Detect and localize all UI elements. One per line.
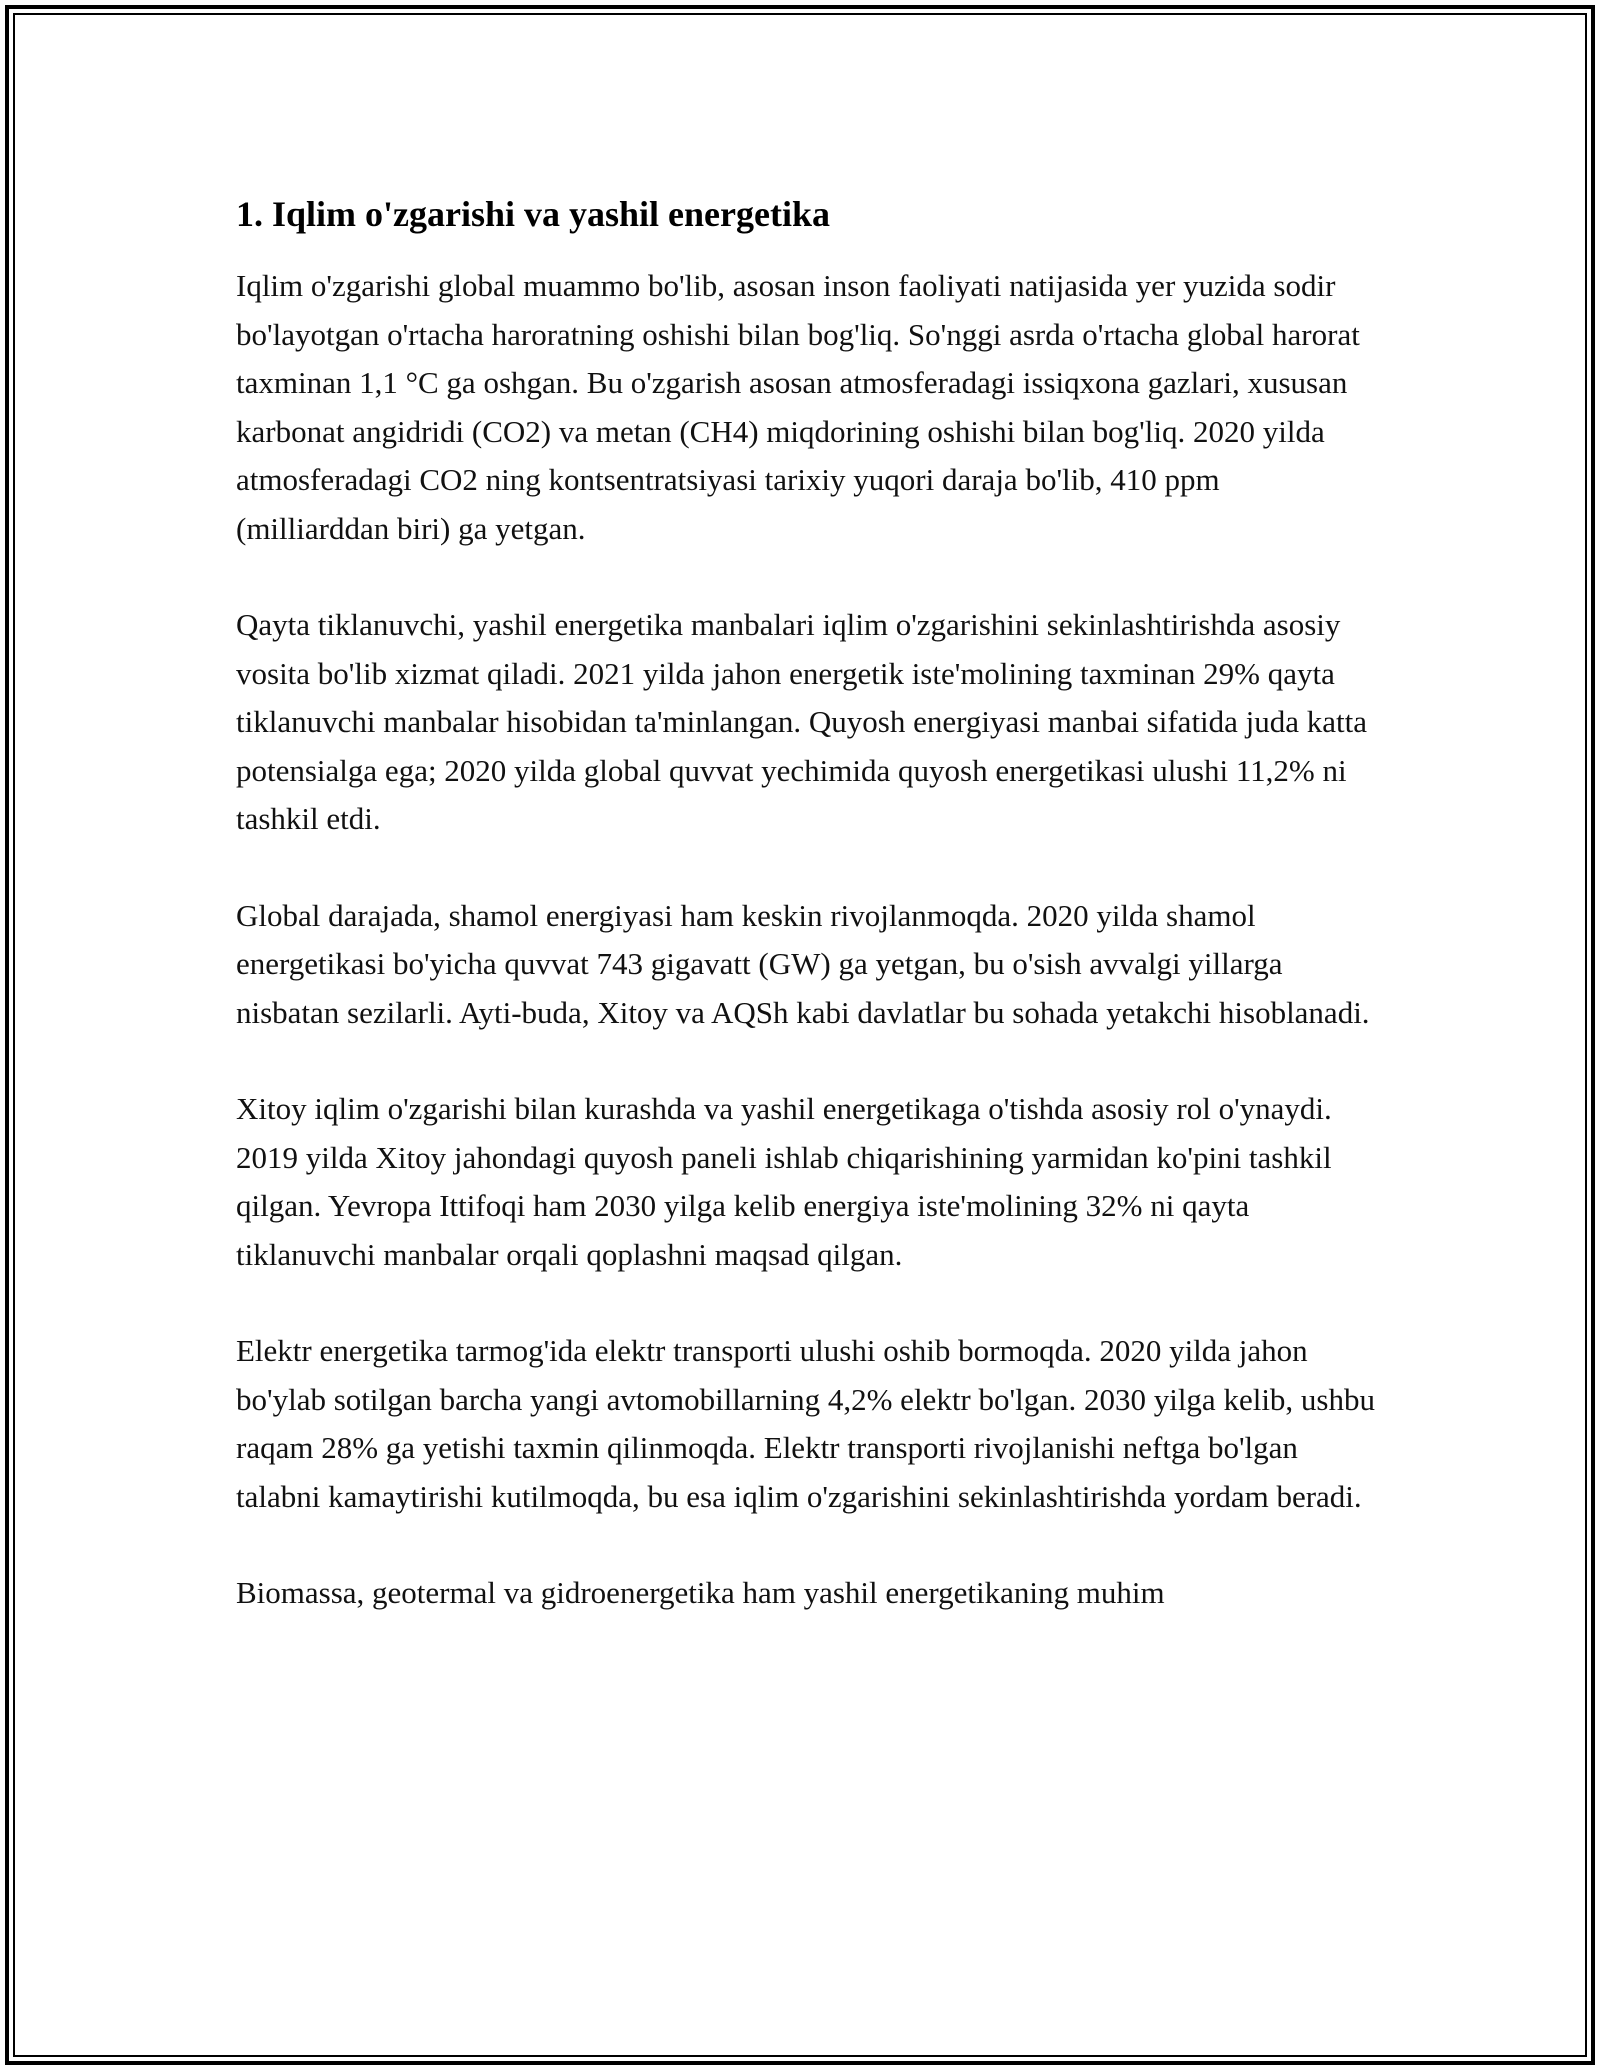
paragraph-electric-transport: Elektr energetika tarmog'ida elektr transporti ulushi oshib bormoqda. 2020 yilda jahon bo'ylab sotilgan barcha yangi avtomobillarning 4,2% elektr bo'lgan. 2030 yilga kelib, ushbu raqam 28% ga yetishi taxmin qilinmoqda. Elektr transporti rivojlanishi neftga bo'lgan talabni kamaytirishi kutilmoqda, bu esa iqlim o'zgarishini sekinlashtirishda yordam beradi.: [236, 1333, 1375, 1514]
paragraph-china-eu: Xitoy iqlim o'zgarishi bilan kurashda va yashil energetikaga o'tishda asosiy rol o'ynaydi. 2019 yilda Xitoy jahondagi quyosh paneli ishlab chiqarishining yarmidan ko'pini tashkil qilgan. Yevropa Ittifoqi ham 2030 yilga kelib energiya iste'molining 32% ni qayta tiklanuvchi manbalar orqali qoplashni maqsad qilgan.: [236, 1091, 1332, 1272]
section-heading: 1. Iqlim o'zgarishi va yashil energetika: [236, 194, 830, 234]
paragraph-renewable-energy: Qayta tiklanuvchi, yashil energetika manbalari iqlim o'zgarishini sekinlashtirishda asosiy vosita bo'lib xizmat qiladi. 2021 yilda jahon energetik iste'molining taxminan 29% qayta tiklanuvchi manbalar hisobidan ta'minlangan. Quyosh energiyasi manbai sifatida juda katta potensialga ega; 2020 yilda global quvvat yechimida quyosh energetikasi ulushi 11,2% ni tashkil etdi.: [236, 607, 1368, 836]
paragraph-wind-energy: Global darajada, shamol energiyasi ham keskin rivojlanmoqda. 2020 yilda shamol energetikasi bo'yicha quvvat 743 gigavatt (GW) ga yetgan, bu o'sish avvalgi yillarga nisbatan sezilarli. Ayti-buda, Xitoy va AQSh kabi davlatlar bu sohada yetakchi hisoblanadi.: [236, 897, 1370, 1030]
paragraph-climate-change: Iqlim o'zgarishi global muammo bo'lib, asosan inson faoliyati natijasida yer yuzida sodir bo'layotgan o'rtacha haroratning oshishi bilan bog'liq. So'nggi asrda o'rtacha global harorat taxminan 1,1 °C ga oshgan. Bu o'zgarish asosan atmosferadagi issiqxona gazlari, xususan karbonat angidridi (CO2) va metan (CH4) miqdorining oshishi bilan bog'liq. 2020 yilda atmosferadagi CO2 ning kontsentratsiyasi tarixiy yuqori daraja bo'lib, 410 ppm (milliarddan biri) ga yetgan.: [236, 268, 1360, 546]
paragraph-biomass: Biomassa, geotermal va gidroenergetika ham yashil energetikaning muhim: [236, 1575, 1165, 1610]
document-body: [236, 188, 1376, 1618]
